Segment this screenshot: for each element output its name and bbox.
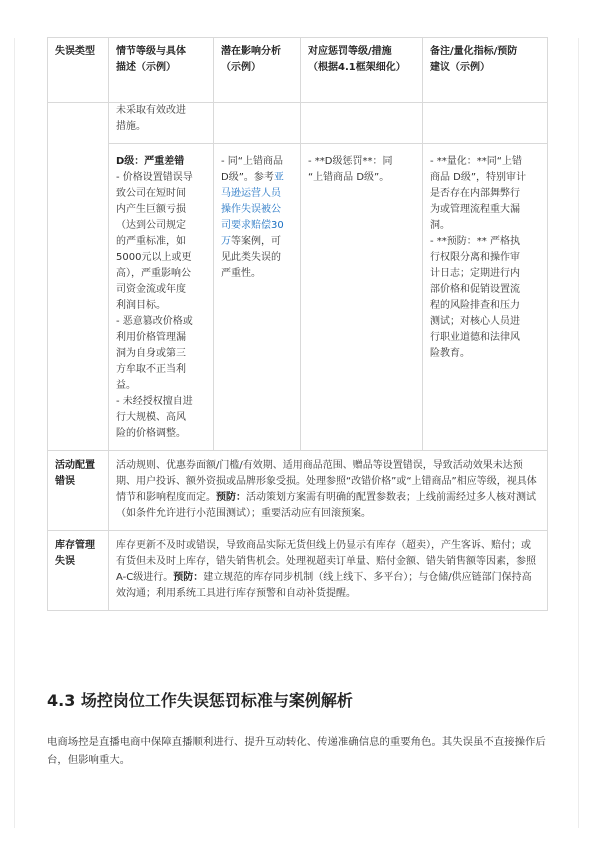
cell-d-level-penalty: - **D级惩罚**：同 “上错商品 D级”。 xyxy=(301,144,423,451)
page-edge-right xyxy=(578,38,579,828)
table-row-continuation xyxy=(48,103,548,144)
amazon-case-link[interactable]: 操作失误被公 xyxy=(221,204,281,215)
section-intro-paragraph: 电商场控是直播电商中保障直播顺利进行、提升互动转化、传递准确信息的重要角色。其失误虽不直接操作后台，但影响重大。 xyxy=(47,736,546,766)
cell-error-type-price xyxy=(48,103,109,451)
cell-activity-config-text: 活动规则、优惠券面额/门槛/有效期、适用商品范围、赠品等设置错误，导致活动效果未达预期、用户投诉、额外资损或品牌形象受损。处理参照“改错价格”或“上错商品”相应等级，视具体情节和影响程度而定。预防：活动策划方案需有明确的配置参数表；上线前需经过多人核对测试（如条件允许进行小范围测试）；重要活动应有回滚预案。 xyxy=(109,451,548,531)
header-impact-analysis: 潜在影响分析 （示例） xyxy=(214,38,301,103)
header-notes-prevention: 备注/量化指标/预防 建议（示例） xyxy=(423,38,548,103)
header-error-type: 失误类型 xyxy=(48,38,109,103)
cell-label-activity-config: 活动配置 错误 xyxy=(48,451,109,531)
table-row-inventory xyxy=(48,531,548,611)
amazon-case-link[interactable]: 司要求赔偿30 xyxy=(221,220,284,231)
section-heading: 4.3 场控岗位工作失误惩罚标准与案例解析 xyxy=(47,691,353,710)
amazon-case-link[interactable]: 万 xyxy=(221,236,231,247)
cell-d-level-notes: - **量化：**同“上错 商品 D级”，特别审计 是否存在内部舞弊行 为或管理流程重大漏 洞。 - **预防：** 严格执 行权限分离和操作审 计日志；定期进行内 部价格和促销设置流 程的风险排查和压力 测试；对核心人员进 行职业道德和法律风 险教育。 xyxy=(423,144,548,451)
amazon-case-link[interactable]: 马逊运营人员 xyxy=(221,188,281,199)
penalty-table xyxy=(47,37,548,611)
cell-empty xyxy=(214,103,301,144)
header-penalty-measures: 对应惩罚等级/措施 （根据4.1框架细化） xyxy=(301,38,423,103)
cell-empty xyxy=(301,103,423,144)
table-header-row xyxy=(48,38,548,103)
prevention-label: 预防： xyxy=(173,572,204,583)
cell-continuation-text: 未采取有效改进 措施。 xyxy=(109,103,214,144)
cell-inventory-text: 库存更新不及时或错误，导致商品实际无货但线上仍显示有库存（超卖），产生客诉、赔付；或有货但未及时上库存，错失销售机会。处理视超卖订单量、赔付金额、错失销售额等因素，参照A-C级进行。预防：建立规范的库存同步机制（线上线下、多平台）；与仓储/供应链部门保持高效沟通；利用系统工具进行库存预警和自动补货提醒。 xyxy=(109,531,548,611)
header-severity-description: 情节等级与具体 描述（示例） xyxy=(109,38,214,103)
cell-label-inventory: 库存管理 失误 xyxy=(48,531,109,611)
amazon-case-link[interactable]: 亚 xyxy=(273,172,284,183)
table-row-activity-config xyxy=(48,451,548,531)
cell-empty xyxy=(423,103,548,144)
prevention-label: 预防： xyxy=(216,492,246,503)
page-edge-left xyxy=(14,38,15,828)
cell-d-level-impact: - 同“上错商品 D级”。参考亚 马逊运营人员 操作失误被公 司要求赔偿30 万等案例，可 见此类失误的 严重性。 xyxy=(214,144,301,451)
table-row-d-level xyxy=(48,144,548,451)
cell-d-level-description: D级：严重差错 - 价格设置错误导 致公司在短时间 内产生巨额亏损 （达到公司规定 的严重标准，如 5000元以上或更 高），严重影响公 司资金流或年度 利润目标。 - 恶意篡改价格或 利用价格管理漏 洞为自身或第三 方牟取不正当利 益。 - 未经授权擅自进 行大规模、高风 险的价格调整。 xyxy=(109,144,214,451)
